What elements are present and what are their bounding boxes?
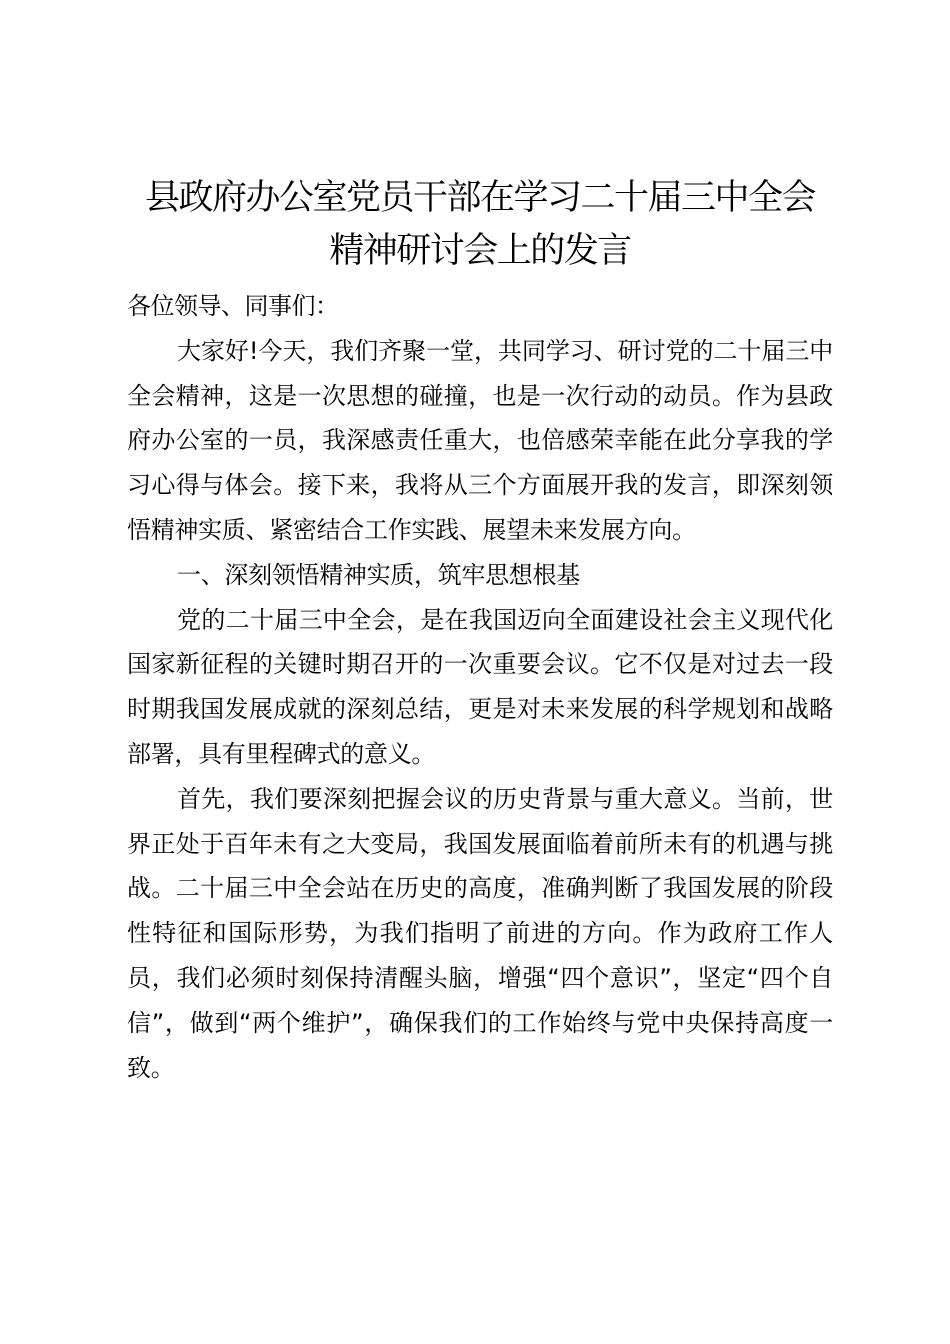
salutation: 各位领导、同事们： <box>127 292 339 320</box>
title-line-1: 县政府办公室党员干部在学习二十届三中全会 <box>144 178 815 218</box>
section-heading-1: 一、深刻领悟精神实质，筑牢思想根基 <box>177 560 580 589</box>
document-body <box>127 172 833 1090</box>
paragraph-significance: 党的二十届三中全会，是在我国迈向全面建设社会主义现代化国家新征程的关键时期召开的一次重要会议。它不仅是对过去一段时期我国发展成就的深刻总结，更是对未来发展的科学规划和战略部署，具有里程碑式的意义。 <box>127 605 833 768</box>
paragraph-intro: 大家好!今天，我们齐聚一堂，共同学习、研讨党的二十届三中全会精神，这是一次思想的碰撞，也是一次行动的动员。作为县政府办公室的一员，我深感责任重大，也倍感荣幸能在此分享我的学习心得与体会。接下来，我将从三个方面展开我的发言，即深刻领悟精神实质、紧密结合工作实践、展望未来发展方向。 <box>127 336 833 544</box>
title-line-2: 精神研讨会上的发言 <box>329 231 631 271</box>
document-title <box>127 172 833 278</box>
paragraph-background: 首先，我们要深刻把握会议的历史背景与重大意义。当前，世界正处于百年未有之大变局，我国发展面临着前所未有的机遇与挑战。二十届三中全会站在历史的高度，准确判断了我国发展的阶段性特征和国际形势，为我们指明了前进的方向。作为政府工作人员，我们必须时刻保持清醒头脑，增强“四个意识”，坚定“四个自信”，做到“两个维护”，确保我们的工作始终与党中央保持高度一致。 <box>127 784 833 1082</box>
